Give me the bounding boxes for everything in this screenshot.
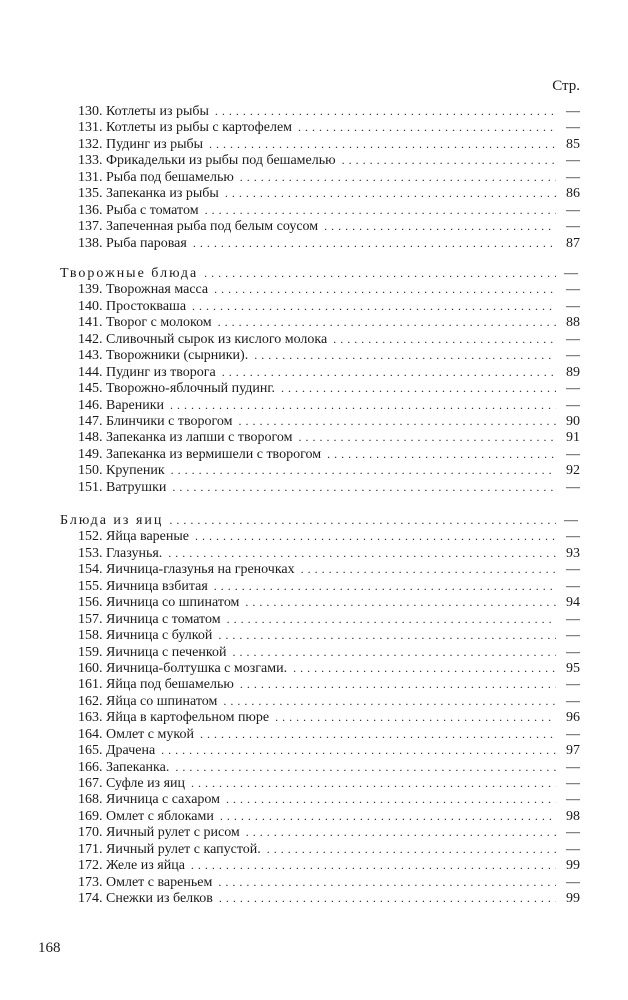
dot-leader <box>324 218 556 234</box>
dot-leader <box>275 709 556 725</box>
toc-entry-label: 143. Творожники (сырники). <box>78 348 249 364</box>
dot-leader <box>254 347 556 363</box>
toc-entry <box>60 380 580 396</box>
toc-entry <box>60 759 580 775</box>
toc-entry-page: 87 <box>566 235 580 251</box>
toc-entry-page: 97 <box>566 743 580 759</box>
toc-entry <box>60 775 580 791</box>
toc-entry-page: — <box>566 120 580 136</box>
toc-entry-label: 155. Яичница взбитая <box>78 578 208 594</box>
toc-entry <box>60 874 580 890</box>
toc-entry <box>60 119 580 135</box>
toc-entry <box>60 397 580 413</box>
dot-leader <box>192 298 556 314</box>
toc-entry-label: 157. Яичница с томатом <box>78 611 221 627</box>
toc-entry <box>60 660 580 676</box>
toc-entry-label: 165. Драчена <box>78 743 156 759</box>
toc-entry-label: 149. Запеканка из вермишели с творогом <box>78 446 322 462</box>
dot-leader <box>161 742 556 758</box>
dot-leader <box>191 775 556 791</box>
dot-leader <box>239 413 557 429</box>
toc-entry-label: 137. Запеченная рыба под белым соусом <box>78 219 319 235</box>
toc-entry-page: 88 <box>566 315 580 331</box>
toc-entry <box>60 479 580 495</box>
toc-entry <box>60 462 580 478</box>
toc-entry-label: 132. Пудинг из рыбы <box>78 136 204 152</box>
toc-entry-label: 167. Суфле из яиц <box>78 776 186 791</box>
toc-entry <box>60 709 580 725</box>
toc-entry <box>60 169 580 185</box>
dot-leader <box>175 759 556 775</box>
dot-leader <box>209 136 556 152</box>
toc-entry-label: 130. Котлеты из рыбы <box>78 104 209 119</box>
toc-entry-page: 94 <box>566 595 580 611</box>
toc-entry-page: — <box>566 841 580 857</box>
toc-entry-page: — <box>566 776 580 791</box>
section-heading-label: Блюда из яиц <box>60 513 164 528</box>
dot-leader <box>215 103 556 119</box>
toc-entry <box>60 890 580 906</box>
toc-entry-label: 166. Запеканка. <box>78 759 170 775</box>
toc-entry-page: 99 <box>566 891 580 907</box>
toc-entry <box>60 202 580 218</box>
toc-entry-page: — <box>566 529 580 545</box>
toc-entry-page: — <box>566 825 580 841</box>
toc-entry <box>60 791 580 807</box>
dot-leader <box>223 693 556 709</box>
toc-entry-page: 90 <box>566 413 580 429</box>
toc-entry-label: 153. Глазунья. <box>78 545 163 561</box>
toc-entry-label: 159. Яичница с печенкой <box>78 644 227 660</box>
dot-leader <box>342 152 556 168</box>
toc-entry <box>60 281 580 297</box>
page-number: 168 <box>38 940 61 956</box>
toc-entry-page: — <box>566 298 580 314</box>
dot-leader <box>281 380 556 396</box>
dot-leader <box>218 314 556 330</box>
toc-entry-page: 96 <box>566 710 580 726</box>
toc-entry <box>60 314 580 330</box>
toc-entry-label: 158. Яичница с булкой <box>78 628 213 644</box>
toc-entry-page: — <box>566 446 580 462</box>
dot-leader <box>232 644 556 660</box>
toc-entry <box>60 298 580 314</box>
toc-entry-page: 98 <box>566 808 580 824</box>
dot-leader <box>227 611 556 627</box>
dot-leader <box>240 169 556 185</box>
toc-entry <box>60 152 580 168</box>
toc-entry <box>60 413 580 429</box>
dot-leader <box>195 528 556 544</box>
toc-entry-page: — <box>564 266 580 281</box>
dot-leader <box>220 808 556 824</box>
toc-entry-label: 142. Сливочный сырок из кислого молока <box>78 331 328 347</box>
dot-leader <box>333 331 556 347</box>
dot-leader <box>218 627 556 643</box>
toc-entry <box>60 103 580 119</box>
toc-entry-page: 91 <box>566 430 580 446</box>
toc-entry-label: 168. Яичница с сахаром <box>78 792 220 808</box>
toc-entry-page: — <box>566 381 580 397</box>
dot-leader <box>301 561 556 577</box>
toc-entry-label: 146. Вареники <box>78 397 165 413</box>
dot-leader <box>193 235 556 251</box>
dot-leader <box>205 202 556 218</box>
toc-entry <box>60 644 580 660</box>
toc-entry-page: 85 <box>566 136 580 152</box>
toc-entry <box>60 627 580 643</box>
toc-entry <box>60 331 580 347</box>
toc-entry-label: 148. Запеканка из лапши с творогом <box>78 430 293 446</box>
toc-entry-page: — <box>566 726 580 742</box>
page-header: Стр. <box>552 78 580 94</box>
toc-entry <box>60 578 580 594</box>
dot-leader <box>168 545 556 561</box>
toc-entry-page: — <box>566 611 580 627</box>
toc-entry-label: 131. Котлеты из рыбы с картофелем <box>78 120 293 136</box>
toc-entry-page: — <box>566 219 580 235</box>
toc-entry-label: 161. Яйца под бешамелью <box>78 677 234 693</box>
toc-entry-label: 139. Творожная масса <box>78 282 209 298</box>
toc-entry-page: 89 <box>566 364 580 380</box>
toc-entry-label: 164. Омлет с мукой <box>78 726 194 742</box>
toc-entry-page: — <box>566 562 580 578</box>
toc-entry-label: 138. Рыба паровая <box>78 235 187 251</box>
toc-entry-label: 162. Яйца со шпинатом <box>78 693 218 709</box>
toc-entry-page: — <box>566 348 580 364</box>
toc-entry-label: 173. Омлет с вареньем <box>78 874 213 890</box>
toc-entry-page: 93 <box>566 545 580 561</box>
toc-entry <box>60 185 580 201</box>
toc-entry-page: — <box>564 513 580 528</box>
toc-entry-page: — <box>566 479 580 495</box>
toc-entry-page: — <box>566 677 580 693</box>
dot-leader <box>240 676 556 692</box>
toc-entry-label: 136. Рыба с томатом <box>78 202 199 218</box>
toc-entry <box>60 218 580 234</box>
toc-entry-label: 170. Яичный рулет с рисом <box>78 825 240 841</box>
toc-entry-label: 131. Рыба под бешамелью <box>78 169 234 185</box>
toc-block-2 <box>60 265 580 495</box>
toc-entry-page: — <box>566 153 580 169</box>
toc-entry-page: — <box>566 693 580 709</box>
dot-leader <box>246 824 556 840</box>
toc-entry-page: 95 <box>566 660 580 676</box>
dot-leader <box>172 479 556 495</box>
toc-block-3 <box>60 512 580 907</box>
toc-entry-label: 141. Творог с молоком <box>78 315 212 331</box>
dot-leader <box>204 265 556 281</box>
toc-entry-label: 156. Яичница со шпинатом <box>78 595 240 611</box>
toc-entry-page: — <box>566 397 580 413</box>
dot-leader <box>218 874 556 890</box>
dot-leader <box>191 857 556 873</box>
dot-leader <box>169 512 556 528</box>
toc-entry-page: 92 <box>566 463 580 479</box>
toc-entry-page: — <box>566 644 580 660</box>
toc-entry-label: 152. Яйца вареные <box>78 529 190 545</box>
toc-entry <box>60 808 580 824</box>
toc-entry-label: 169. Омлет с яблоками <box>78 808 214 824</box>
toc-block-1 <box>60 103 580 251</box>
dot-leader <box>171 462 556 478</box>
toc-entry <box>60 528 580 544</box>
toc-entry-label: 150. Крупеник <box>78 463 165 479</box>
toc-entry <box>60 545 580 561</box>
toc-entry-page: — <box>566 874 580 890</box>
dot-leader <box>298 429 556 445</box>
dot-leader <box>245 594 556 610</box>
dot-leader <box>327 446 556 462</box>
dot-leader <box>214 578 556 594</box>
toc-entry <box>60 235 580 251</box>
toc-entry-page: — <box>566 202 580 218</box>
toc-entry-label: 172. Желе из яйца <box>78 858 185 874</box>
toc-entry-label: 135. Запеканка из рыбы <box>78 186 219 202</box>
dot-leader <box>293 660 556 676</box>
dot-leader <box>267 841 556 857</box>
toc-entry <box>60 726 580 742</box>
section-heading <box>60 512 580 528</box>
toc-entry-label: 160. Яичница-болтушка с мозгами. <box>78 660 288 676</box>
toc-entry-label: 174. Снежки из белков <box>78 891 213 907</box>
toc-entry <box>60 136 580 152</box>
dot-leader <box>170 397 556 413</box>
toc-entry-label: 140. Простокваша <box>78 298 187 314</box>
dot-leader <box>298 119 556 135</box>
toc-entry <box>60 841 580 857</box>
toc-entry-page: — <box>566 628 580 644</box>
toc-entry-label: 154. Яичница-глазунья на греночках <box>78 562 295 578</box>
toc-entry-label: 133. Фрикадельки из рыбы под бешамелью <box>78 153 336 169</box>
section-heading <box>60 265 580 281</box>
toc-entry <box>60 429 580 445</box>
toc-entry-page: 99 <box>566 858 580 874</box>
toc-entry <box>60 594 580 610</box>
toc-entry <box>60 561 580 577</box>
toc-entry-label: 144. Пудинг из творога <box>78 364 216 380</box>
toc-entry <box>60 364 580 380</box>
dot-leader <box>226 791 556 807</box>
toc-entry-page: — <box>566 282 580 298</box>
toc-entry <box>60 693 580 709</box>
toc-entry-page: 86 <box>566 186 580 202</box>
toc-entry-page: — <box>566 104 580 119</box>
toc-entry-label: 147. Блинчики с творогом <box>78 413 233 429</box>
toc-entry <box>60 611 580 627</box>
toc-entry <box>60 676 580 692</box>
toc-entry <box>60 824 580 840</box>
toc-entry-page: — <box>566 792 580 808</box>
toc-entry-label: 151. Ватрушки <box>78 479 167 495</box>
toc-entry-page: — <box>566 578 580 594</box>
toc-entry-label: 163. Яйца в картофельном пюре <box>78 710 270 726</box>
dot-leader <box>214 281 556 297</box>
toc-entry-page: — <box>566 169 580 185</box>
dot-leader <box>200 726 556 742</box>
dot-leader <box>225 185 556 201</box>
toc-entry <box>60 742 580 758</box>
toc-entry-label: 171. Яичный рулет с капустой. <box>78 841 261 857</box>
section-heading-label: Творожные блюда <box>60 266 199 281</box>
dot-leader <box>222 364 556 380</box>
toc-entry-page: — <box>566 331 580 347</box>
toc-entry <box>60 347 580 363</box>
toc-entry-label: 145. Творожно-яблочный пудинг. <box>78 381 275 397</box>
toc-entry <box>60 857 580 873</box>
toc-entry <box>60 446 580 462</box>
dot-leader <box>219 890 556 906</box>
toc-entry-page: — <box>566 759 580 775</box>
